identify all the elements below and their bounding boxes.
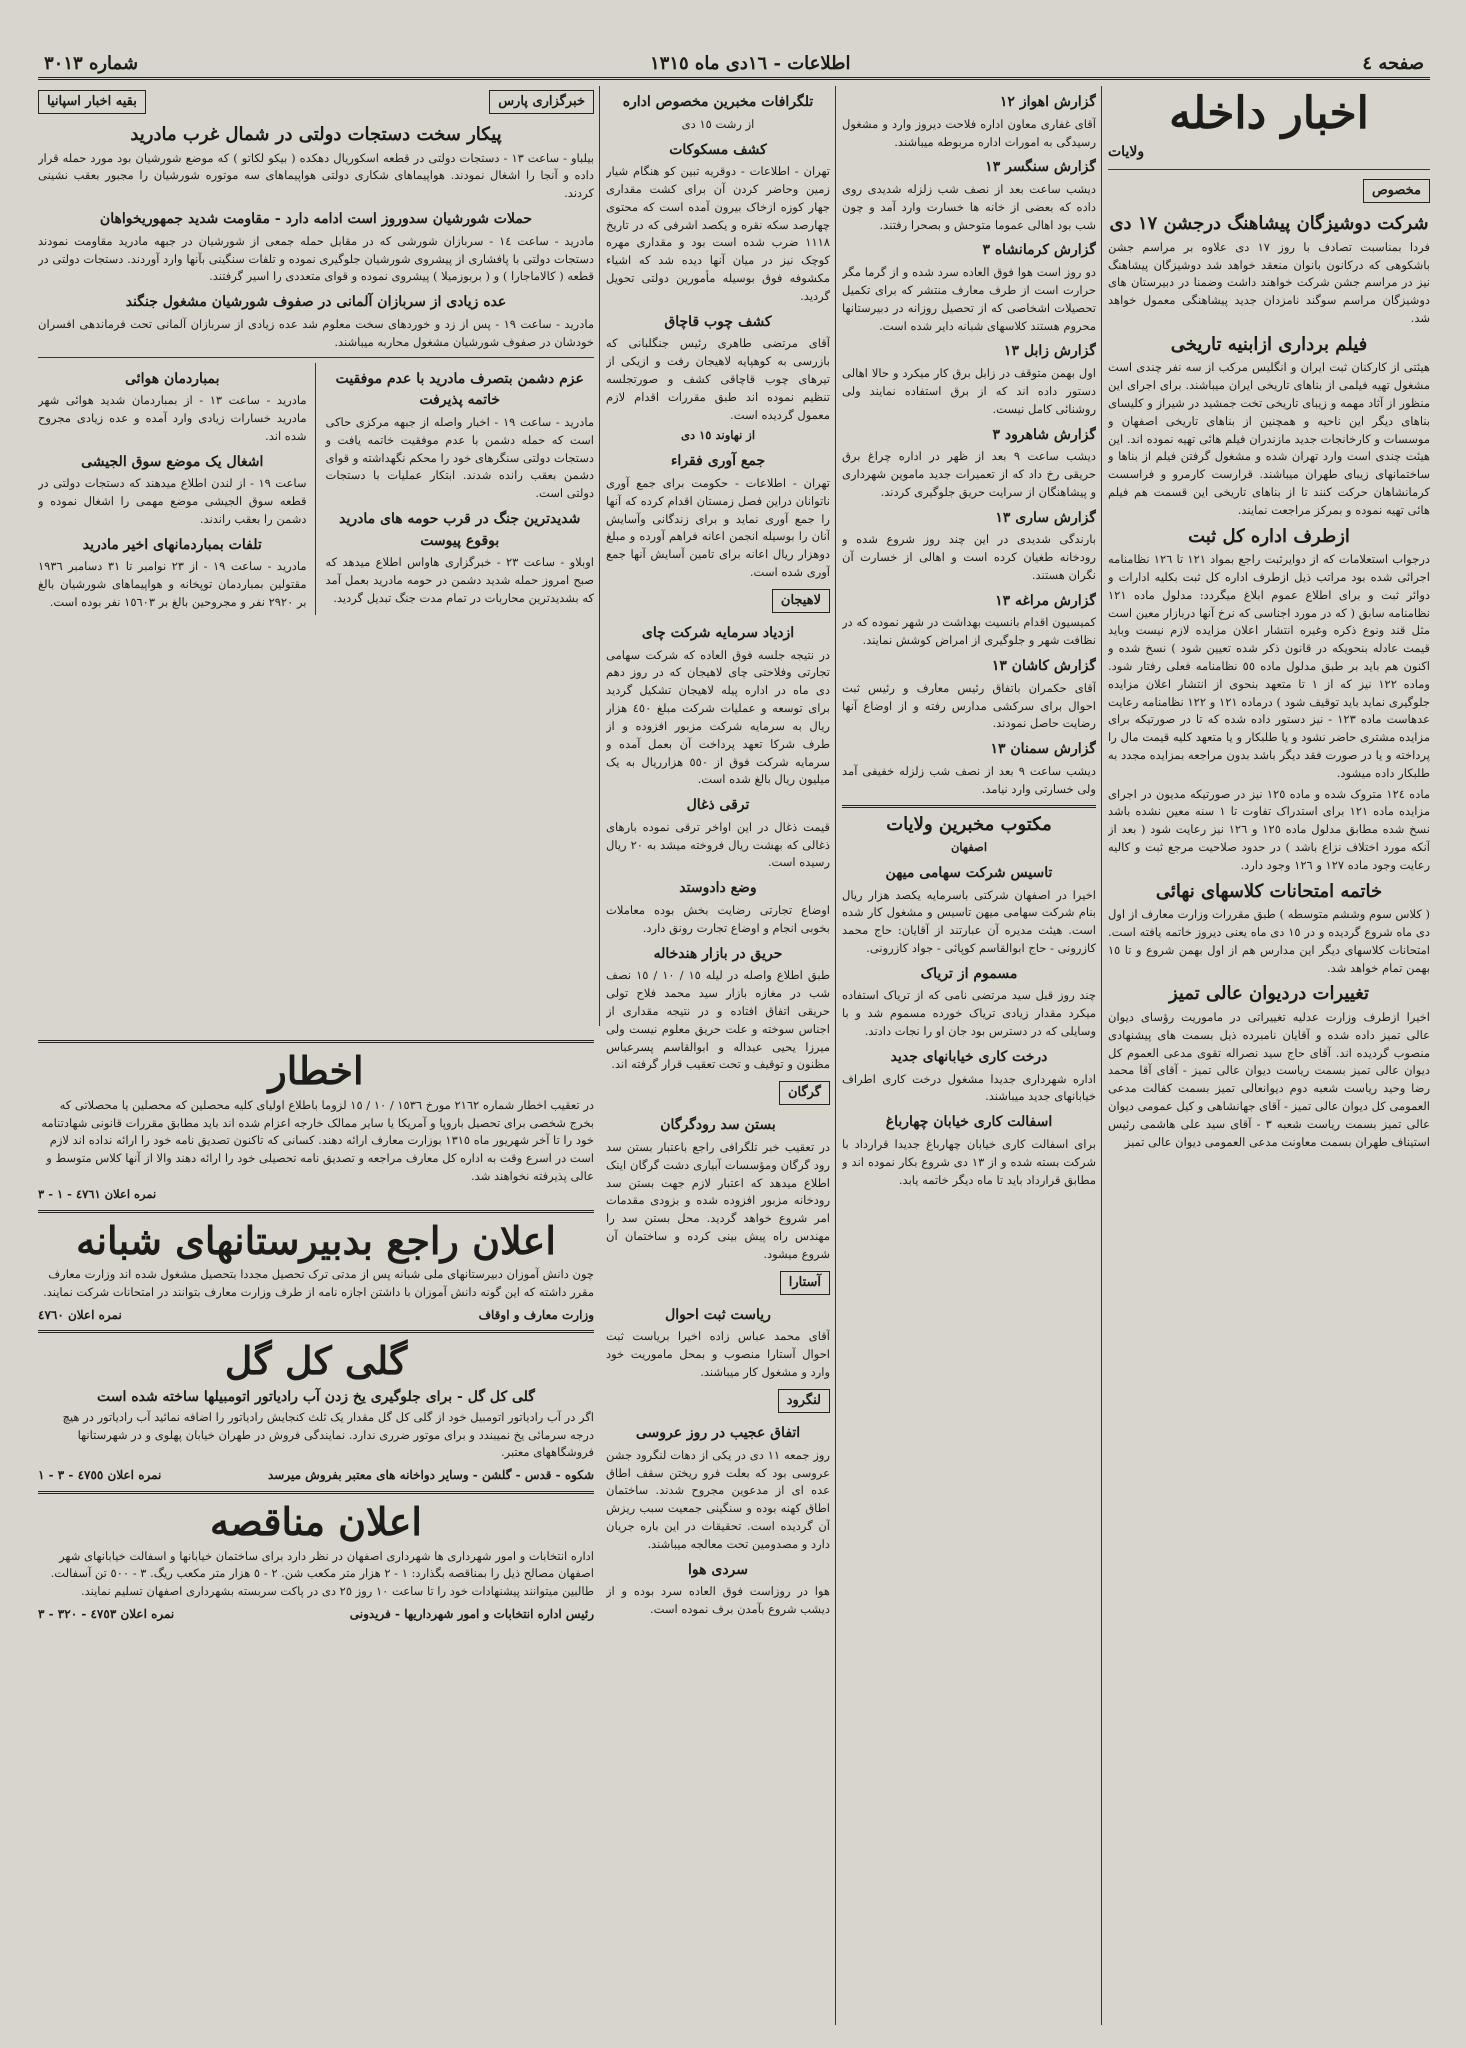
spain-tags	[38, 86, 594, 118]
ad-antifreeze-subtitle: گلی کل گل - برای جلوگیری یخ زدن آب رادیاتور اتومبیلها ساخته شده است	[97, 1389, 535, 1406]
article-body: مادرید - ساعت ١٩ - پس از زد و خوردهای سخت معلوم شد عده زیادی از سربازان آلمانی تحت فرماندهی افسران خودشان در صفوف شورشیان مشغول محاربه میباشند.	[38, 316, 594, 349]
article-body: در نتیجه جلسه فوق العاده که شرکت سهامی تجارتی وفلاحتی چای لاهیجان که در روز دهم دی ماه در اداره پیله لاهیجان تشکیل گردید برای توسعه و عملیات شرکت مبلغ ٤٥٠ هزار ریال به سرمایه شرکت مزبور افزوده و از طرف شرکا تعهد پرداخت آن بعمل آمده و سرمایه شرکت فوق از ٥٥٠ هزارریال به یک میلیون ریال بالغ شده است.	[606, 647, 830, 787]
section-tag: آستارا	[780, 1271, 830, 1295]
headline: گزارش سنگسر ١٣	[985, 159, 1096, 176]
headline: کشف مسکوکات	[669, 141, 767, 158]
article-body: مادرید - ساعت ١٩ - اخبار واصله از جبهه مرکزی حاکی است که حمله دشمن با عدم موفقیت خاتمه یافت و دستجات دولتی سنگرهای خود را محکم نگهداشته و قوای دشمن بعقب رانده شدند. ابتکار عملیات با دستجات دولتی است.	[325, 414, 594, 501]
headline: گزارش شاهرود ٣	[992, 426, 1096, 443]
agency-tag: خبرگزاری پارس	[489, 90, 594, 114]
headline: گزارش مراغه ١٣	[995, 592, 1096, 609]
ad-number: نمره اعلان ٤٧٦٠	[38, 1307, 122, 1322]
article-body: اوبلاو - ساعت ٢٣ - خبرگزاری هاواس اطلاع میدهد که صبح امروز حمله شدید دشمن در حومه مادرید بعمل آمد که بشدیدترین محاربات در تمام مدت جنگ تبدیل گردید.	[325, 555, 594, 605]
headline: گزارش کرمانشاه ٣	[982, 242, 1096, 259]
section-label: ولايات	[1108, 144, 1145, 161]
headline: جمع آوری فقراء	[670, 453, 766, 470]
article-body: آقای محمد عباس زاده اخیرا بریاست ثبت احوال آستارا منصوب و بمحل ماموریت خود وارد و مشغول کار میباشند.	[606, 1329, 830, 1380]
headline: حملات شورشیان سدوروز است ادامه دارد - مقاومت شدید جمهوریخواهان	[99, 211, 533, 228]
article-body: ( کلاس سوم وششم متوسطه ) طبق مقررات وزارت معارف از اول دی ماه شروع گردیده و در ١٥ دی ماه یعنی دیروز خاتمه یافته است. امتحانات کلاسهای دیگر این مدارس هم از اول بهمن شروع و تا ١٥ بهمن تمام خواهد شد.	[1108, 907, 1430, 975]
article-body: فردا بمناسبت تصادف با روز ١٧ دی علاوه بر مراسم جشن باشکوهی که درکانون بانوان منعقد خواهد شد دوشیزگان پیشاهنگ نیز در مراسم جشن شرکت خواهند داشت وضمنا در دبیرستان های دوشیزگان مراسم سوگند نامزدان جدید پیشاهنگی معمول خواهد شد.	[1108, 239, 1430, 325]
headline: ریاست ثبت احوال	[665, 1306, 771, 1323]
section-tag: لنگرود	[778, 1389, 830, 1413]
ad-evening-schools-body: چون دانش آموزان دبیرستانهای ملی شبانه پس از مدتی ترک تحصیل مجددا بتحصیل مشغول شده اند وزارت معارف مقرر داشته که این گونه دانش آموزان با داشتن اجازه نامه از طرف وزارت معارف بتوانند در امتحانات شرکت نمایند.	[43, 1267, 594, 1300]
issue-number: شماره ٣٠١٣	[44, 53, 139, 74]
column-rule	[835, 86, 836, 2025]
continued-tag: بقیه اخبار اسپانیا	[38, 90, 146, 114]
ad-footer	[38, 1466, 594, 1485]
headline: فیلم برداری ازابنیه تاریخی	[1170, 333, 1368, 355]
spain-two-col	[38, 363, 594, 615]
spain-subcol-right	[326, 363, 595, 615]
article-body: چند روز قبل سید مرتضی نامی که از تریاک استفاده میکرد مقدار زیادی تریاک خورده مسموم شد و با وسایلی که در دسترس بود جان او را نجات دادند.	[842, 988, 1096, 1039]
notice-body: در تعقیب اخطار شماره ٢١٦٢ مورخ ١٥٣٦ / ١٠ / ١٥ لزوما باطلاع اولیای کلیه محصلین که محصلین یا محصلاتی که بخرج شخصی برای تحصیل باروپا و آمریکا یا سایر ممالک خارجه اعزام شده اند باید مطابق مقررات قانونی شهادتنامه خود را تا آخر شهریور ماه ١٣١٥ بوزارت معارف ارائه دهند. کسانی که تاکنون تصدیق نامه خود را ارائه نداده اند لازم است در اسرع وقت به اداره کل معارف مراجعه و تصدیق نامه تحصیلی خود را ارائه دهند والا از آنها کلاس متوسط و عالی پذیرفته نخواهند شد.	[41, 1097, 594, 1183]
article-body: بیلباو - ساعت ١٣ - دستجات دولتی در قطعه اسکوریال دهکده ( بیکو لکاتو ) که موضع شورشیان بود مورد حمله قرار داده و آنجا را اشغال نمودند. هواپیماهای شکاری دولتی هواپیماهای سه موتوره شورشیان را مجبور بعقب نشینی کردند.	[38, 150, 594, 201]
headline: سردی هوا	[687, 1561, 749, 1578]
divider	[1108, 169, 1430, 170]
article-body: اخیرا در اصفهان شرکتی باسرمایه یکصد هزار ریال بنام شرکت سهامی میهن تاسیس و مشغول کار شده است. هیئت مدیره آن عبارتند از آقایان: حاج محمد کازرونی - حاج ابوالقاسم کوپائی - جواد کازرونی.	[842, 887, 1096, 955]
headline: اشغال یک موضع سوق الجیشی	[81, 453, 264, 470]
article-body: اول بهمن متوقف در زابل برق کار میکرد و حالا اهالی دستور داده اند که از برق استفاده نمایند ولی روشنائی کامل نیست.	[842, 366, 1096, 416]
article-body: دیشب ساعت ٩ بعد از نصف شب زلزله خفیفی آمد ولی خسارتی وارد نیامد.	[842, 763, 1096, 796]
divider	[38, 1330, 594, 1333]
ad-number: نمره اعلان ٤٧٥٣ - ٣٢٠ - ٣	[38, 1607, 175, 1621]
article-body: تهران - اطلاعات - حکومت برای جمع آوری ناتوانان دراین فصل زمستان اقدام کرده که آنها را جمع آوری نماید و برای زندگانی وآسایش آنان را بوسیله انجمن اعانه فراهم آورده و مبلغ دوهزار ریال اعانه برای تامین آسایش آنها جمع آوری شده است.	[606, 475, 830, 579]
column-telegrams	[606, 86, 830, 2025]
ad-evening-schools-title: اعلان راجع بدبیرستانهای شبانه	[76, 1217, 556, 1263]
page-number: صفحه ٤	[1362, 53, 1424, 74]
notice-title: اخطار	[268, 1048, 364, 1093]
headline: پیکار سخت دستجات دولتی در شمال غرب مادرید	[130, 124, 502, 146]
article-body: اوضاع تجارتی رضایت بخش بوده معاملات بخوبی انجام و اوضاع تجارت رونق دارد.	[606, 902, 830, 935]
article-body: برای اسفالت کاری خیابان چهارباغ جدیدا قرارداد با شرکت بسته شده و از ١٣ دی شروع بکار نموده اند و مطابق قرارداد باید تا ماه دیگر خاتمه یابد.	[842, 1136, 1096, 1187]
notice-footer: نمره اعلان ٤٧٦١ - ١ - ٣	[38, 1186, 157, 1201]
article-body: در تعقیب خبر تلگرافی راجع باعتبار بستن سد رود گرگان ومؤسسات آبیاری دشت گرگان اینک اطلاع میدهد که اعتبار لازم جهت بستن سد رودخانه مزبور افزوده شده و بزودی مقدمات امر شروع خواهد گردید. محل بستن سد را مهندس راه پیش بینی کرده و ساختمان آن شروع میشود.	[606, 1139, 830, 1261]
ad-footer	[38, 1306, 594, 1325]
headline: شرکت دوشیزگان پیشاهنگ درجشن ١٧ دی	[1109, 213, 1429, 235]
ad-footer	[38, 1605, 594, 1624]
article-body: دو روز است هوا فوق العاده سرد شده و از گرما مگر حرارت است از طرف معارف منتشر که برای تکمیل تحصیلات اشخاصی که از تحصیل روزانه در دبیرستانها محروم هستند کلاسهای شبانه دایر شده است.	[842, 265, 1096, 333]
article-body: کمیسیون اقدام بانسیت بهداشت در شهر نموده که در نظافت شهر و جلوگیری از امراض کوشش نمایند.	[842, 615, 1096, 648]
ad-signature: وزارت معارف و اوقاف	[478, 1307, 594, 1322]
ad-signature: رئیس اداره انتخابات و امور شهرداریها - فریدونی	[349, 1607, 594, 1621]
article-body: آقای حکمران باتفاق رئیس معارف و رئیس ثبت احوال برای سرکشی مدارس رفته و از اوضاع آنها رضایت حاصل نمودند.	[842, 680, 1096, 731]
headline: تاسیس شرکت سهامی میهن	[885, 864, 1053, 881]
article-body: قیمت ذغال در این اواخر ترقی نموده بارهای ذغالی که بهشت ریال فروخته میشد به ٢٠ ریال رسیده است.	[606, 819, 830, 870]
ad-tender-title: اعلان مناقصه	[210, 1498, 422, 1544]
ads-area	[38, 1034, 594, 2025]
article-body: درجواب استعلامات که از دوایرثبت راجع بمواد ١٢١ تا ١٢٦ نظامنامه اجرائی شده بود مراتب ذیل ازطرف اداره کل ثبت بکلیه ادارات و دوائر ثبت و برای اطلاع عموم ابلاغ میگردد: مدلول ماده ١٢١ نظامنامه سابق ( که در مورد اجناسی که نرخ آنها دربازار معین است مثل قند ونوع ذکره وغیره انتشار اعلان مزایده لازم نیست وباید قیمت عادله بنحویکه در قانون ذکر شده تعیین شود ) نسخ شده و اکنون هم باید بر طبق مدلول ماده ٥٥ نظامنامه فعلی رفتار شود. وماده ١٢٢ نیز که از ١ تا متعهد بنحوی از انتشار اعلان مزایده جلوگیری نماید باید توقیف شود ) درماده ١٢١ و ١٢٢ نظامنامه رعایت عدهاست ماده ١٢٣ - نیز دستور داده شده که تا در صورتیکه برای مزایده مشتری حاضر نشود و یا طلبکار و یا متعهد کلیه قیمت مال را پرداخته و یا در صورت فقد دیگر باشد بدون مراجعه بمزایده مجدد به طلبکار داده میشود.	[1108, 552, 1430, 780]
article-body: مادرید - ساعت ١٣ - از بمباردمان شدید هوائی شهر مادرید خسارات زیادی وارد آمده و عده زیادی مجروح شده اند.	[38, 393, 307, 443]
section-tag: لاهیجان	[772, 589, 830, 613]
ad-signature: شکوه - قدس - گلشن - وسایر دواخانه های معتبر بفروش میرسد	[267, 1468, 594, 1483]
dateline: از رشت ١٥ دی	[681, 116, 755, 131]
headline: عزم دشمن بتصرف مادرید با عدم موفقیت خاتمه پذیرفت	[335, 370, 584, 409]
article-body: مادرید - ساعت ١٩ - از ٢٣ نوامبر تا ٣١ دسامبر ١٩٣٦ مقتولین بمباردمان توپخانه و هواپیماهای شورشیان بالغ بر ٢٩٢٠ نفر و مجروحین بالغ بر ١٥٦٠٣ نفر بوده است.	[38, 559, 307, 610]
headline: تلفات بمباردمانهای اخیر مادرید	[82, 536, 262, 553]
article-body: ماده ١٢٤ متروک شده و ماده ١٢٥ نیز در صورتیکه مدیون در اجرای مزایده ماده ١٢١ برای استدراک تفاوت تا ١ سنه معین نشده باشد نسخ شده مطابق مدلول ماده ١٢٥ و ١٢٦ نیز رعایت شود ( بعد از آنکه مورد اختلاف نزاع باشد ) در حدود صلاحیت مرجع ثبت و کالیه رعایت وجود ماده ١٢٧ و ١٢٦ وجود دارد.	[1108, 786, 1430, 872]
special-tag: مخصوص	[1363, 179, 1430, 203]
headline: تغییرات دردیوان عالی تمیز	[1169, 983, 1369, 1005]
column-domestic-news	[1108, 86, 1430, 2025]
article-body: تهران - اطلاعات - دوقریه تبین کو هنگام شیار زمین وحاضر کردن آن برای کشت مقداری جهار کوزه ازخاک بیرون آمده است که محتوی چهارصد سکه نقره و یکصد اشرفی که در تاریخ ١١١٨ ضرب شده است بود و مقداری مهره کوچک نیز در میان آنها دیده شد که اشیاء مکشوفه فوق بوسیله مأمورین دولتی تحویل گردید.	[606, 164, 830, 303]
divider	[38, 357, 594, 358]
headline: ازطرف اداره کل ثبت	[1188, 525, 1350, 547]
article-body: هوا در روزاست فوق العاده سرد بوده و از دیشب شروع بآمدن برف نموده است.	[606, 1584, 830, 1617]
headline: درخت کاری خیابانهای جدید	[890, 1048, 1048, 1065]
headline: ازدیاد سرمایه شرکت چای	[641, 624, 795, 641]
headline: کشف چوب قاچاق	[664, 313, 772, 330]
headline: مسموم از تریاک	[920, 965, 1018, 982]
ad-number: نمره اعلان ٤٧٥٥ - ٣ - ١	[38, 1468, 162, 1483]
headline: گزارش سمنان ١٣	[990, 741, 1096, 758]
headline: تلگرافات مخبرین مخصوص اداره	[622, 94, 814, 110]
article-body: بارندگی شدیدی در این چند روز شروع شده و رودخانه طغیان کرده است و اهالی از خسارت آن نگران هستند.	[842, 532, 1096, 582]
section-tag: گرگان	[779, 1081, 830, 1105]
divider	[38, 1491, 594, 1494]
divider	[842, 805, 1096, 808]
article-body: اخیرا ازطرف وزارت عدلیه تغییراتی در ماموریت رؤسای دیوان عالی تمیز داده شده و آقایان نامبرده ذیل بسمت های پیشنهادی منصوب گردیده اند. آقای حاج سید نصراله تقوی مدعی العموم کل دیوان عالی تمیز بسمت ریاست دیوان عالی تمیز - آقای آقا محمد رضا وحید ریاست شعبه دوم دیوانعالی تمیز بسمت کفالت مدعی العمومی کل دیوان عالی تمیز - آقای جهانشاهی و کیل عمومی دیوان عالی تمیز بسمت ریاست شعبه ٣ - آقای سید علی هاشمی رئیس استیناف طهران بسمت معاونت مدعی العمومی دیوان عالی تمیز	[1108, 1009, 1430, 1149]
ad-tender-body: اداره انتخابات و امور شهرداری ها شهرداری اصفهان در نظر دارد برای ساختمان خیابانها و اسفالت خیابانهای شهر اصفهان مصالح ذیل را بمناقصه بگذارد: ١ - ٢ هزار متر مکعب شن. ٢ - ٥ هزار متر مکعب ریگ. ٣ - ٥٠٠ تن آسفالت. طالبین میتوانند پیشنهادات خود را تا ساعت ١٠ روز ٢٥ دی در پاکت سربسته بشهرداری اصفهان تسلیم نمایند.	[50, 1548, 594, 1599]
headline: ترقی ذغال	[686, 797, 750, 814]
dateline: از نهاوند ١٥ دی	[680, 428, 756, 443]
page-header	[38, 50, 1430, 80]
column-province-reports	[842, 86, 1096, 2025]
headline: حریق در بازار هندخاله	[653, 945, 783, 962]
article-body: دیشب ساعت بعد از نصف شب زلزله شدیدی روی داده که بعضی از خانه ها خسارت وارد آمد و چون شب بود اهالی عموما متوحش و بصحرا رفتند.	[842, 182, 1096, 232]
column-spain-news	[38, 86, 594, 1026]
article-body: آقای غفاری معاون اداره فلاحت دیروز وارد و مشغول رسیدگی به امورات اداره مربوطه میباشند.	[842, 116, 1096, 149]
article-body: هیئتی از کارکنان ثبت ایران و انگلیس مرکب از سه نفر چندی است مشغول تهیه فیلمی از بناهای تاریخی ایران میباشند. برای اجرای این منظور از آثاد مهمه و زیبای تاریخی تخت جمشید در شیراز و کلیسای بناهای دیگر این ناحیه و همچنین از بناهای تاریخی اصفهان و موسسات و کارخانجات جدید مازندران فیلم هائی تهیه نموده اند. این هیئت چندی است وارد تهران شده و مشغول گرفتن فیلم از بناها و ساختمانهای زیبای طهران میباشند. قرارست کارمرو و فراسست کرمانشاهان حرکت کنند تا از بناهای تاریخی این قسمت هم فیلم هائی تهیه نموده و بمرکز مراجعت نمایند.	[1108, 360, 1430, 517]
article-body: مادرید - ساعت ١٤ - سربازان شورشی که در مقابل حمله جمعی از شورشیان در جبهه مادرید مقاومت نمودند دستجات دولتی با پافشاری از پیشروی شورشیان جلوگیری نموده و تلفات سنگینی بآنها وارد آوردند. دستجات دولتی در قطعه ( کالاماجارا ) و ( بربوزمیلا ) پیشروی نموده و قوای متعددی را اسیر گرفتند.	[38, 233, 594, 284]
article-body: روز جمعه ١١ دی در یکی از دهات لنگرود جشن عروسی بود که بعلت فرو ریختن سقف اطاق عده ای از مدعوین مجروح شدند. ساختمان اطاق کهنه بوده و سنگینی جمعیت سبب ریزش آن گردیده است. تحقیقات در این باره جریان دارد و مصدومین تحت معالجه میباشند.	[606, 1447, 830, 1551]
headline: عده زیادی از سربازان آلمانی در صفوف شورشیان مشغول جنگند	[125, 294, 507, 311]
column-rule	[1101, 86, 1102, 2025]
headline: اتفاق عجیب در روز عروسی	[635, 1425, 801, 1442]
divider	[38, 1210, 594, 1213]
ad-antifreeze-title: گلی کل گل	[224, 1338, 408, 1384]
headline: بستن سد رودگرگان	[660, 1117, 776, 1134]
divider	[38, 1040, 594, 1043]
dateline: اصفهان	[950, 840, 988, 854]
article-body: اداره شهرداری جدیدا مشغول درخت کاری اطراف خیابانهای جدید میباشند.	[842, 1071, 1096, 1104]
column-rule	[599, 86, 600, 1026]
headline: خاتمه امتحانات کلاسهای نهائی	[1155, 880, 1383, 902]
article-body: آقای مرتضی طاهری رئیس جنگلبانی که بازرسی به کوهپایه لاهیجان رفت و ازیکی از تیرهای چوب قاچاقی کشف و صورتجلسه تنظیم نموده اند طبق مقررات اقدام لازم معمول گردیده است.	[606, 336, 830, 422]
header-dateline: اطلاعات - ١٦دی ماه ١٣١٥	[649, 53, 851, 74]
headline: گزارش ساری ١٣	[995, 509, 1096, 526]
newspaper-page	[38, 50, 1430, 2025]
headline: وضع دادوستد	[679, 880, 757, 897]
headline: شدیدترین جنگ در قرب حومه های مادرید بوقوع پیوست	[339, 510, 581, 549]
article-body: ساعت ١٩ - از لندن اطلاع میدهند که دستجات دولتی در قطعه سوق الجیشی موضع مهمی را اشغال نموده و دشمن را بعقب راندند.	[38, 476, 307, 526]
article-body: دیشب ساعت ٩ بعد از ظهر در اداره چراغ برق حریقی رخ داد که از تعمیرات جدید ماموین شهرداری و پیشاهنگان از سرایت حریق جلوگیری کردند.	[842, 449, 1096, 499]
headline: بمباردمان هوائی	[125, 370, 220, 387]
headline: اسفالت کاری خیابان چهارباغ	[885, 1114, 1053, 1131]
headline: گزارش اهواز ١٢	[999, 94, 1096, 110]
masthead-domestic: اخبار داخله	[1169, 88, 1369, 139]
section-title: مکتوب مخبرین ولایات	[886, 813, 1052, 835]
headline: گزارش کاشان ١٣	[991, 658, 1096, 675]
headline: گزارش زابل ١٣	[1003, 343, 1096, 360]
ad-antifreeze-body: اگر در آب رادیاتور اتومبیل خود از گلی کل گل مقدار یک ثلث کنجایش رادیاتور را اضافه نمائید آب رادیاتور در هیچ درجه سرمائی یخ نمیبندد و برای موتور ضرری ندارد. نمایندگی فروش در طهران خیابان پهلوی و در شهرستانها فروشگاههای معتبر.	[62, 1409, 594, 1460]
spain-subcol-left	[38, 363, 316, 615]
article-body: طبق اطلاع واصله در لیله ١٥ / ١٠ / ١٥ نصف شب در مغازه بازار سید محمد فلاح تولی حریقی اتفاق افتاده و در نتیجه مقداری از اجناس سوخته و علت حریق معلوم نیست ولی میرزا یحیی عبداله و ابوالقاسم پسرعباس مظنون و توقیف و تحت تعقیب قرار گرفته اند.	[606, 968, 830, 1072]
